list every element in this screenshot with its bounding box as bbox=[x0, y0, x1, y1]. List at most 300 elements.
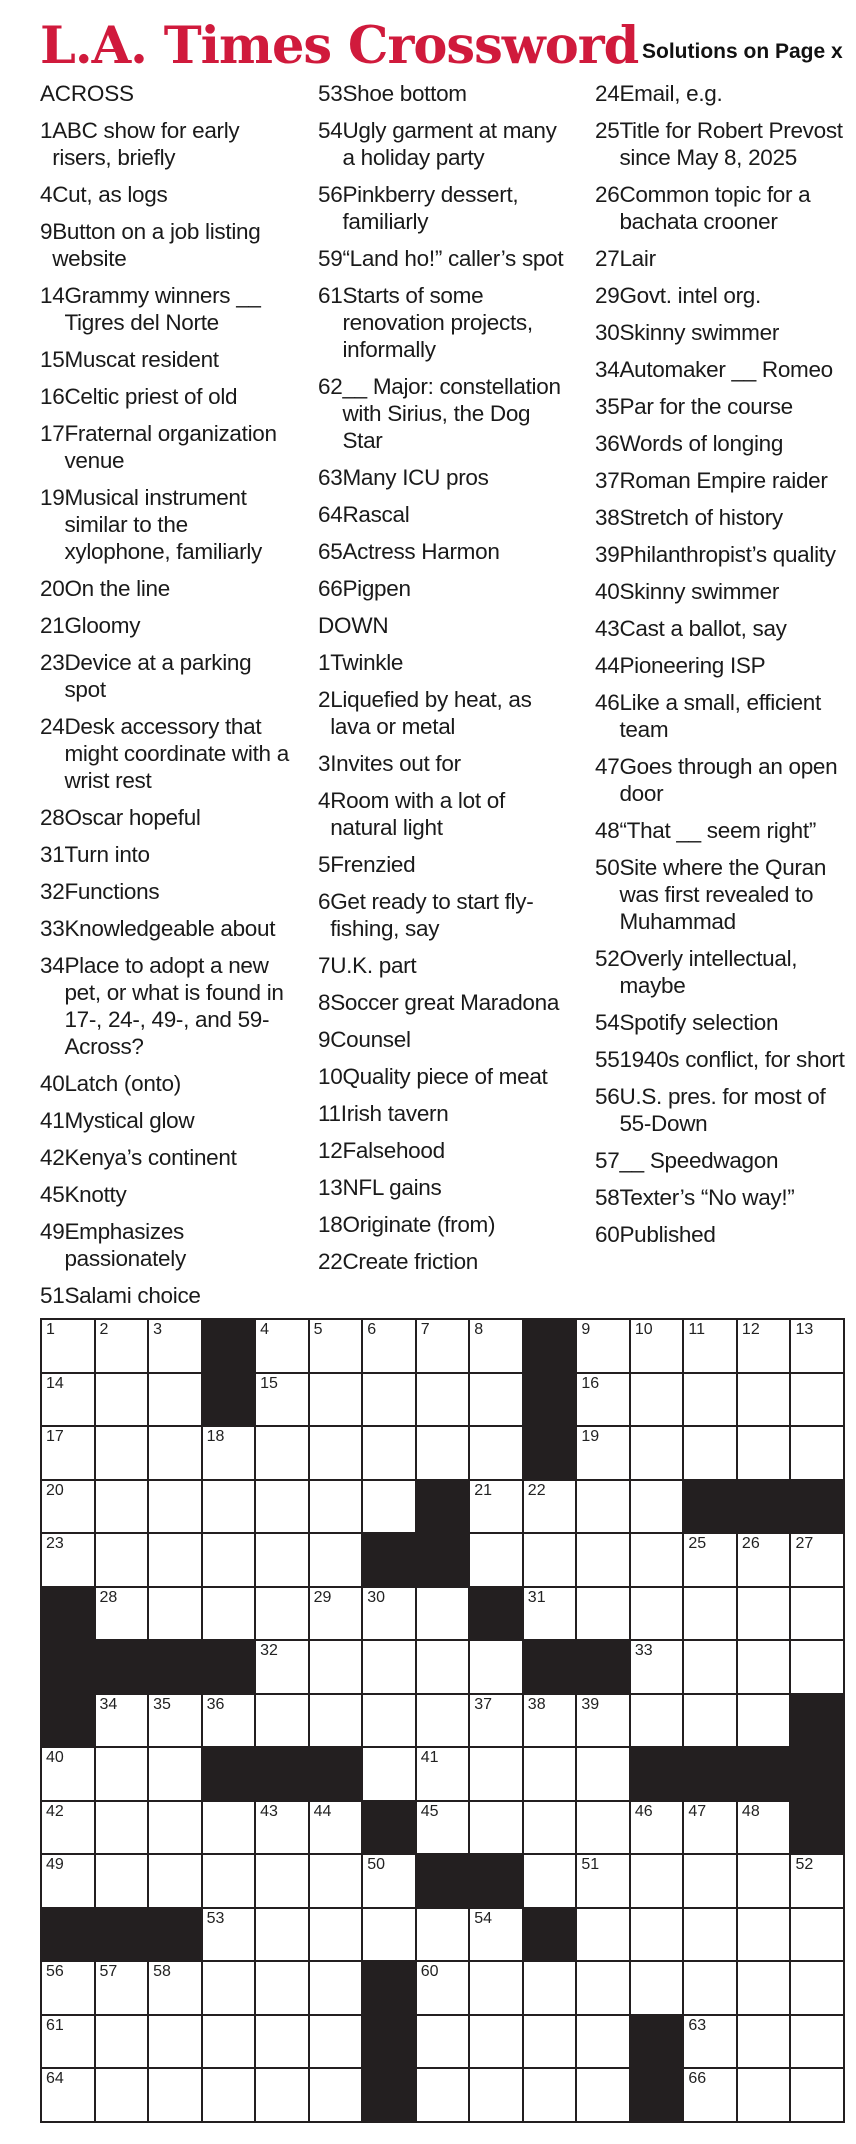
grid-cell[interactable] bbox=[684, 1962, 736, 2014]
grid-cell[interactable] bbox=[363, 1748, 415, 1800]
grid-cell[interactable] bbox=[310, 1320, 362, 1372]
grid-cell[interactable] bbox=[203, 1588, 255, 1640]
grid-cell[interactable] bbox=[738, 1427, 790, 1479]
grid-cell[interactable] bbox=[42, 1534, 94, 1586]
grid-cell[interactable] bbox=[363, 1695, 415, 1747]
cell-number: 14 bbox=[46, 1374, 64, 1392]
clue-item bbox=[40, 484, 295, 565]
grid-cell[interactable] bbox=[96, 1695, 148, 1747]
grid-cell[interactable] bbox=[149, 2069, 201, 2121]
grid-cell[interactable] bbox=[577, 1588, 629, 1640]
black-square bbox=[363, 1534, 415, 1586]
grid-cell[interactable] bbox=[684, 2069, 736, 2121]
grid-cell[interactable] bbox=[203, 1695, 255, 1747]
cell-number: 39 bbox=[581, 1695, 600, 1713]
grid-cell[interactable] bbox=[96, 2016, 148, 2068]
clue-number: 47 bbox=[595, 754, 620, 779]
grid-cell[interactable] bbox=[417, 1909, 469, 1961]
clue-text: Published bbox=[619, 1222, 716, 1247]
grid-cell[interactable] bbox=[738, 1320, 790, 1372]
cell-number: 3 bbox=[153, 1321, 162, 1338]
grid-cell[interactable] bbox=[310, 1909, 362, 1961]
grid-cell[interactable] bbox=[42, 2069, 94, 2121]
grid-cell[interactable] bbox=[203, 1909, 255, 1961]
clue-text: Knotty bbox=[64, 1182, 127, 1207]
grid-cell[interactable] bbox=[417, 1748, 469, 1800]
clue-text: Kenya’s continent bbox=[64, 1145, 237, 1170]
clue-number: 48 bbox=[595, 818, 620, 843]
clue-text: Common topic for a bachata crooner bbox=[619, 182, 811, 234]
grid-cell[interactable] bbox=[684, 1320, 736, 1372]
grid-cell[interactable] bbox=[631, 1802, 683, 1854]
grid-cell[interactable] bbox=[791, 1374, 843, 1426]
grid-cell[interactable] bbox=[256, 1802, 308, 1854]
clue-number: 24 bbox=[595, 81, 620, 106]
grid-cell[interactable] bbox=[256, 1320, 308, 1372]
grid-cell[interactable] bbox=[96, 1802, 148, 1854]
grid-cell[interactable] bbox=[42, 1427, 94, 1479]
grid-cell[interactable] bbox=[256, 1909, 308, 1961]
grid-cell[interactable] bbox=[256, 1427, 308, 1479]
puzzle-title: L.A. Times Crossword bbox=[40, 16, 639, 76]
grid-cell[interactable] bbox=[524, 1534, 576, 1586]
black-square bbox=[363, 1962, 415, 2014]
grid-cell[interactable] bbox=[310, 1695, 362, 1747]
grid-cell[interactable] bbox=[310, 1427, 362, 1479]
grid-cell[interactable] bbox=[417, 1588, 469, 1640]
grid-cell[interactable] bbox=[96, 1481, 148, 1533]
clue-text: Originate (from) bbox=[342, 1212, 496, 1237]
clue-item bbox=[40, 181, 295, 208]
grid-cell[interactable] bbox=[791, 1534, 843, 1586]
grid-cell[interactable] bbox=[524, 1802, 576, 1854]
grid-cell[interactable] bbox=[310, 1855, 362, 1907]
grid-cell[interactable] bbox=[310, 2016, 362, 2068]
grid-cell[interactable] bbox=[149, 2016, 201, 2068]
grid-cell[interactable] bbox=[417, 1802, 469, 1854]
grid-cell[interactable] bbox=[310, 1481, 362, 1533]
grid-cell[interactable] bbox=[96, 1427, 148, 1479]
clue-text: Create friction bbox=[342, 1249, 478, 1274]
clue-text: Mystical glow bbox=[64, 1108, 195, 1133]
grid-cell[interactable] bbox=[684, 2016, 736, 2068]
cell-number: 44 bbox=[313, 1802, 332, 1820]
cell-number: 2 bbox=[99, 1321, 109, 1338]
grid-cell[interactable] bbox=[684, 1588, 736, 1640]
grid-cell[interactable] bbox=[470, 1374, 522, 1426]
clue-item bbox=[318, 1248, 573, 1275]
grid-cell[interactable] bbox=[363, 1320, 415, 1372]
grid-cell[interactable] bbox=[310, 1534, 362, 1586]
cell-number: 21 bbox=[474, 1481, 493, 1499]
grid-cell[interactable] bbox=[631, 1641, 683, 1693]
grid-cell[interactable] bbox=[524, 1588, 576, 1640]
cell-number: 6 bbox=[367, 1321, 377, 1338]
grid-cell[interactable] bbox=[363, 1641, 415, 1693]
grid-cell[interactable] bbox=[149, 1855, 201, 1907]
clue-item bbox=[40, 841, 295, 868]
cell-number: 13 bbox=[795, 1321, 814, 1338]
grid-cell[interactable] bbox=[417, 2016, 469, 2068]
grid-cell[interactable] bbox=[96, 1374, 148, 1426]
clue-text: Functions bbox=[64, 879, 160, 904]
grid-cell[interactable] bbox=[42, 1374, 94, 1426]
grid-cell[interactable] bbox=[631, 1427, 683, 1479]
grid-cell[interactable] bbox=[96, 1748, 148, 1800]
cell-number: 8 bbox=[474, 1321, 484, 1338]
clue-item bbox=[318, 245, 573, 272]
grid-cell[interactable] bbox=[470, 1320, 522, 1372]
grid-cell[interactable] bbox=[96, 1534, 148, 1586]
grid-cell[interactable] bbox=[256, 2069, 308, 2121]
grid-cell[interactable] bbox=[684, 1427, 736, 1479]
clue-item bbox=[595, 467, 850, 494]
cell-number: 61 bbox=[46, 2016, 64, 2034]
grid-cell[interactable] bbox=[256, 1641, 308, 1693]
cell-number: 66 bbox=[688, 2070, 707, 2088]
cell-number: 54 bbox=[474, 1909, 493, 1927]
cell-number: 41 bbox=[420, 1749, 439, 1767]
grid-cell[interactable] bbox=[470, 2016, 522, 2068]
cell-number: 27 bbox=[795, 1535, 814, 1553]
grid-cell[interactable] bbox=[524, 2016, 576, 2068]
grid-cell[interactable] bbox=[577, 2016, 629, 2068]
grid-cell[interactable] bbox=[42, 1855, 94, 1907]
clue-number: 32 bbox=[40, 879, 65, 904]
cell-number: 64 bbox=[46, 2070, 64, 2088]
cell-number: 57 bbox=[99, 1963, 118, 1981]
clue-item bbox=[595, 80, 850, 107]
clue-item bbox=[595, 1221, 850, 1248]
grid-cell[interactable] bbox=[524, 1695, 576, 1747]
grid-cell[interactable] bbox=[256, 1962, 308, 2014]
grid-cell[interactable] bbox=[149, 1374, 201, 1426]
clue-text: Lair bbox=[619, 246, 656, 271]
cell-number: 56 bbox=[46, 1963, 64, 1981]
grid-cell[interactable] bbox=[738, 1588, 790, 1640]
grid-cell[interactable] bbox=[310, 2069, 362, 2121]
grid-cell[interactable] bbox=[738, 1695, 790, 1747]
grid-cell[interactable] bbox=[42, 1481, 94, 1533]
grid-cell[interactable] bbox=[149, 1802, 201, 1854]
grid-cell[interactable] bbox=[577, 1909, 629, 1961]
clue-text: Philanthropist’s quality bbox=[619, 542, 836, 567]
grid-cell[interactable] bbox=[363, 1374, 415, 1426]
cell-number: 1 bbox=[46, 1321, 55, 1338]
grid-cell[interactable] bbox=[256, 1534, 308, 1586]
grid-cell[interactable] bbox=[738, 1534, 790, 1586]
cell-number: 34 bbox=[99, 1695, 118, 1713]
grid-cell[interactable] bbox=[149, 1695, 201, 1747]
clue-text: Desk accessory that might coordinate with a wrist rest bbox=[64, 714, 289, 793]
grid-cell[interactable] bbox=[684, 1374, 736, 1426]
grid-cell[interactable] bbox=[524, 1748, 576, 1800]
grid-cell[interactable] bbox=[203, 1802, 255, 1854]
grid-cell[interactable] bbox=[417, 1641, 469, 1693]
clue-column-1 bbox=[40, 80, 295, 1319]
clue-item bbox=[318, 787, 573, 841]
grid-cell[interactable] bbox=[577, 2069, 629, 2121]
grid-cell[interactable] bbox=[470, 1534, 522, 1586]
grid-cell[interactable] bbox=[738, 1802, 790, 1854]
grid-cell[interactable] bbox=[363, 1909, 415, 1961]
grid-cell[interactable] bbox=[470, 1427, 522, 1479]
grid-cell[interactable] bbox=[577, 1534, 629, 1586]
grid-cell[interactable] bbox=[631, 1695, 683, 1747]
grid-cell[interactable] bbox=[470, 1802, 522, 1854]
clue-item bbox=[595, 319, 850, 346]
clue-item bbox=[595, 689, 850, 743]
cell-number: 16 bbox=[581, 1374, 600, 1392]
grid-cell[interactable] bbox=[149, 1320, 201, 1372]
grid-cell[interactable] bbox=[631, 1320, 683, 1372]
clue-text: Room with a lot of natural light bbox=[330, 788, 505, 840]
grid-cell[interactable] bbox=[631, 1481, 683, 1533]
grid-cell[interactable] bbox=[96, 1962, 148, 2014]
grid-cell[interactable] bbox=[791, 1962, 843, 2014]
grid-cell[interactable] bbox=[684, 1909, 736, 1961]
clue-number: 56 bbox=[595, 1084, 620, 1109]
clue-item bbox=[318, 80, 573, 107]
cell-number: 29 bbox=[313, 1588, 332, 1606]
grid-cell[interactable] bbox=[42, 1748, 94, 1800]
grid-cell[interactable] bbox=[363, 1588, 415, 1640]
grid-cell[interactable] bbox=[417, 1320, 469, 1372]
clue-text: Quality piece of meat bbox=[342, 1064, 548, 1089]
clue-item bbox=[40, 346, 295, 373]
grid-cell[interactable] bbox=[791, 2016, 843, 2068]
grid-cell[interactable] bbox=[310, 1962, 362, 2014]
grid-cell[interactable] bbox=[791, 1855, 843, 1907]
clue-text: Musical instrument similar to the xylophone, familiarly bbox=[64, 485, 262, 564]
clue-item bbox=[40, 713, 295, 794]
clue-column-2 bbox=[318, 80, 573, 1285]
black-square bbox=[42, 1695, 94, 1747]
grid-cell[interactable] bbox=[631, 1855, 683, 1907]
grid-cell[interactable] bbox=[256, 2016, 308, 2068]
grid-cell[interactable] bbox=[577, 1374, 629, 1426]
grid-cell[interactable] bbox=[577, 1695, 629, 1747]
grid-cell[interactable] bbox=[631, 1374, 683, 1426]
grid-cell[interactable] bbox=[470, 1695, 522, 1747]
grid-cell[interactable] bbox=[96, 2069, 148, 2121]
grid-cell[interactable] bbox=[256, 1588, 308, 1640]
cell-number: 36 bbox=[206, 1695, 225, 1713]
clue-text: Liquefied by heat, as lava or metal bbox=[330, 687, 532, 739]
clue-text: Muscat resident bbox=[64, 347, 219, 372]
clue-item bbox=[318, 1211, 573, 1238]
grid-cell[interactable] bbox=[96, 1320, 148, 1372]
grid-cell[interactable] bbox=[256, 1374, 308, 1426]
grid-cell[interactable] bbox=[791, 1320, 843, 1372]
grid-cell[interactable] bbox=[203, 2016, 255, 2068]
grid-cell[interactable] bbox=[363, 1481, 415, 1533]
clue-number: 66 bbox=[318, 576, 343, 601]
grid-cell[interactable] bbox=[256, 1481, 308, 1533]
grid-cell[interactable] bbox=[203, 1427, 255, 1479]
grid-cell[interactable] bbox=[149, 1588, 201, 1640]
clue-item bbox=[40, 1218, 295, 1272]
grid-cell[interactable] bbox=[738, 2069, 790, 2121]
grid-cell[interactable] bbox=[470, 2069, 522, 2121]
clue-number: 6 bbox=[318, 889, 331, 914]
grid-cell[interactable] bbox=[684, 1855, 736, 1907]
clue-item bbox=[318, 952, 573, 979]
grid-cell[interactable] bbox=[310, 1588, 362, 1640]
grid-cell[interactable] bbox=[738, 1374, 790, 1426]
clue-text: Counsel bbox=[330, 1027, 411, 1052]
grid-cell[interactable] bbox=[470, 1909, 522, 1961]
clue-number: 61 bbox=[318, 283, 343, 308]
cell-number: 15 bbox=[260, 1374, 278, 1392]
grid-cell[interactable] bbox=[791, 1641, 843, 1693]
grid-cell[interactable] bbox=[791, 2069, 843, 2121]
grid-cell[interactable] bbox=[42, 1320, 94, 1372]
grid-cell[interactable] bbox=[256, 1855, 308, 1907]
clue-number: 50 bbox=[595, 855, 620, 880]
grid-cell[interactable] bbox=[577, 1320, 629, 1372]
grid-cell[interactable] bbox=[577, 1427, 629, 1479]
clue-item bbox=[40, 218, 295, 272]
grid-cell[interactable] bbox=[417, 1962, 469, 2014]
grid-cell[interactable] bbox=[631, 1909, 683, 1961]
grid-cell[interactable] bbox=[631, 1962, 683, 2014]
grid-cell[interactable] bbox=[470, 1641, 522, 1693]
grid-cell[interactable] bbox=[524, 2069, 576, 2121]
cell-number: 53 bbox=[206, 1909, 225, 1927]
grid-cell[interactable] bbox=[363, 1427, 415, 1479]
clue-number: 57 bbox=[595, 1148, 620, 1173]
cell-number: 51 bbox=[581, 1856, 600, 1874]
cell-number: 37 bbox=[474, 1695, 493, 1713]
grid-cell[interactable] bbox=[42, 2016, 94, 2068]
grid-cell[interactable] bbox=[470, 1748, 522, 1800]
grid-cell[interactable] bbox=[791, 1427, 843, 1479]
grid-cell[interactable] bbox=[149, 1534, 201, 1586]
grid-cell[interactable] bbox=[96, 1588, 148, 1640]
grid-cell[interactable] bbox=[149, 1962, 201, 2014]
black-square bbox=[631, 1748, 683, 1800]
grid-cell[interactable] bbox=[203, 1855, 255, 1907]
black-square bbox=[203, 1748, 255, 1800]
clue-number: 54 bbox=[318, 118, 343, 143]
grid-cell[interactable] bbox=[363, 1855, 415, 1907]
grid-cell[interactable] bbox=[684, 1695, 736, 1747]
clue-number: 11 bbox=[318, 1101, 341, 1126]
clue-number: 4 bbox=[40, 182, 53, 207]
grid-cell[interactable] bbox=[738, 1962, 790, 2014]
grid-cell[interactable] bbox=[417, 2069, 469, 2121]
grid-cell[interactable] bbox=[631, 1588, 683, 1640]
clue-item bbox=[595, 578, 850, 605]
grid-cell[interactable] bbox=[310, 1802, 362, 1854]
clue-item bbox=[318, 750, 573, 777]
clue-text: Goes through an open door bbox=[619, 754, 838, 806]
grid-cell[interactable] bbox=[470, 1481, 522, 1533]
cell-number: 33 bbox=[634, 1642, 653, 1660]
black-square bbox=[631, 2069, 683, 2121]
grid-cell[interactable] bbox=[631, 1534, 683, 1586]
clue-text: Words of longing bbox=[619, 431, 784, 456]
cell-number: 17 bbox=[46, 1428, 64, 1446]
grid-cell[interactable] bbox=[203, 1481, 255, 1533]
grid-cell[interactable] bbox=[524, 1962, 576, 2014]
grid-cell[interactable] bbox=[149, 1427, 201, 1479]
clue-number: 60 bbox=[595, 1222, 620, 1247]
grid-cell[interactable] bbox=[577, 1748, 629, 1800]
grid-cell[interactable] bbox=[684, 1534, 736, 1586]
grid-cell[interactable] bbox=[310, 1374, 362, 1426]
grid-cell[interactable] bbox=[203, 2069, 255, 2121]
grid-cell[interactable] bbox=[791, 1909, 843, 1961]
grid-cell[interactable] bbox=[524, 1855, 576, 1907]
clue-text: Title for Robert Prevost since May 8, 2025 bbox=[619, 118, 843, 170]
clue-number: 63 bbox=[318, 465, 343, 490]
clue-item bbox=[318, 282, 573, 363]
clue-item bbox=[595, 541, 850, 568]
grid-cell[interactable] bbox=[738, 2016, 790, 2068]
grid-cell[interactable] bbox=[42, 1802, 94, 1854]
grid-cell[interactable] bbox=[417, 1374, 469, 1426]
grid-cell[interactable] bbox=[791, 1588, 843, 1640]
grid-cell[interactable] bbox=[577, 1855, 629, 1907]
cell-number: 38 bbox=[527, 1695, 546, 1713]
grid-cell[interactable] bbox=[42, 1962, 94, 2014]
grid-cell[interactable] bbox=[256, 1695, 308, 1747]
clue-number: 44 bbox=[595, 653, 620, 678]
clue-number: 52 bbox=[595, 946, 620, 971]
black-square bbox=[470, 1588, 522, 1640]
black-square bbox=[203, 1320, 255, 1372]
cell-number: 32 bbox=[260, 1642, 278, 1660]
black-square bbox=[96, 1641, 148, 1693]
clue-item bbox=[318, 686, 573, 740]
clue-number: 64 bbox=[318, 502, 343, 527]
grid-cell[interactable] bbox=[738, 1909, 790, 1961]
grid-cell[interactable] bbox=[684, 1641, 736, 1693]
clue-item bbox=[595, 652, 850, 679]
grid-cell[interactable] bbox=[577, 1962, 629, 2014]
clue-text: On the line bbox=[64, 576, 170, 601]
grid-cell[interactable] bbox=[310, 1641, 362, 1693]
grid-cell[interactable] bbox=[149, 1748, 201, 1800]
grid-cell[interactable] bbox=[738, 1641, 790, 1693]
grid-cell[interactable] bbox=[149, 1481, 201, 1533]
grid-cell[interactable] bbox=[577, 1481, 629, 1533]
grid-cell[interactable] bbox=[203, 1962, 255, 2014]
cell-number: 50 bbox=[367, 1856, 385, 1874]
grid-cell[interactable] bbox=[684, 1802, 736, 1854]
grid-cell[interactable] bbox=[577, 1802, 629, 1854]
clue-number: 37 bbox=[595, 468, 620, 493]
grid-cell[interactable] bbox=[96, 1855, 148, 1907]
clue-item bbox=[40, 1282, 295, 1309]
grid-cell[interactable] bbox=[524, 1481, 576, 1533]
black-square bbox=[631, 2016, 683, 2068]
clue-number: 9 bbox=[318, 1027, 331, 1052]
clue-text: Roman Empire raider bbox=[619, 468, 828, 493]
clue-number: 62 bbox=[318, 374, 343, 399]
grid-cell[interactable] bbox=[417, 1427, 469, 1479]
grid-cell[interactable] bbox=[738, 1855, 790, 1907]
black-square bbox=[524, 1374, 576, 1426]
clue-text: U.K. part bbox=[330, 953, 417, 978]
grid-cell[interactable] bbox=[417, 1695, 469, 1747]
clue-text: Skinny swimmer bbox=[619, 320, 780, 345]
grid-cell[interactable] bbox=[470, 1962, 522, 2014]
black-square bbox=[791, 1695, 843, 1747]
grid-cell[interactable] bbox=[203, 1534, 255, 1586]
